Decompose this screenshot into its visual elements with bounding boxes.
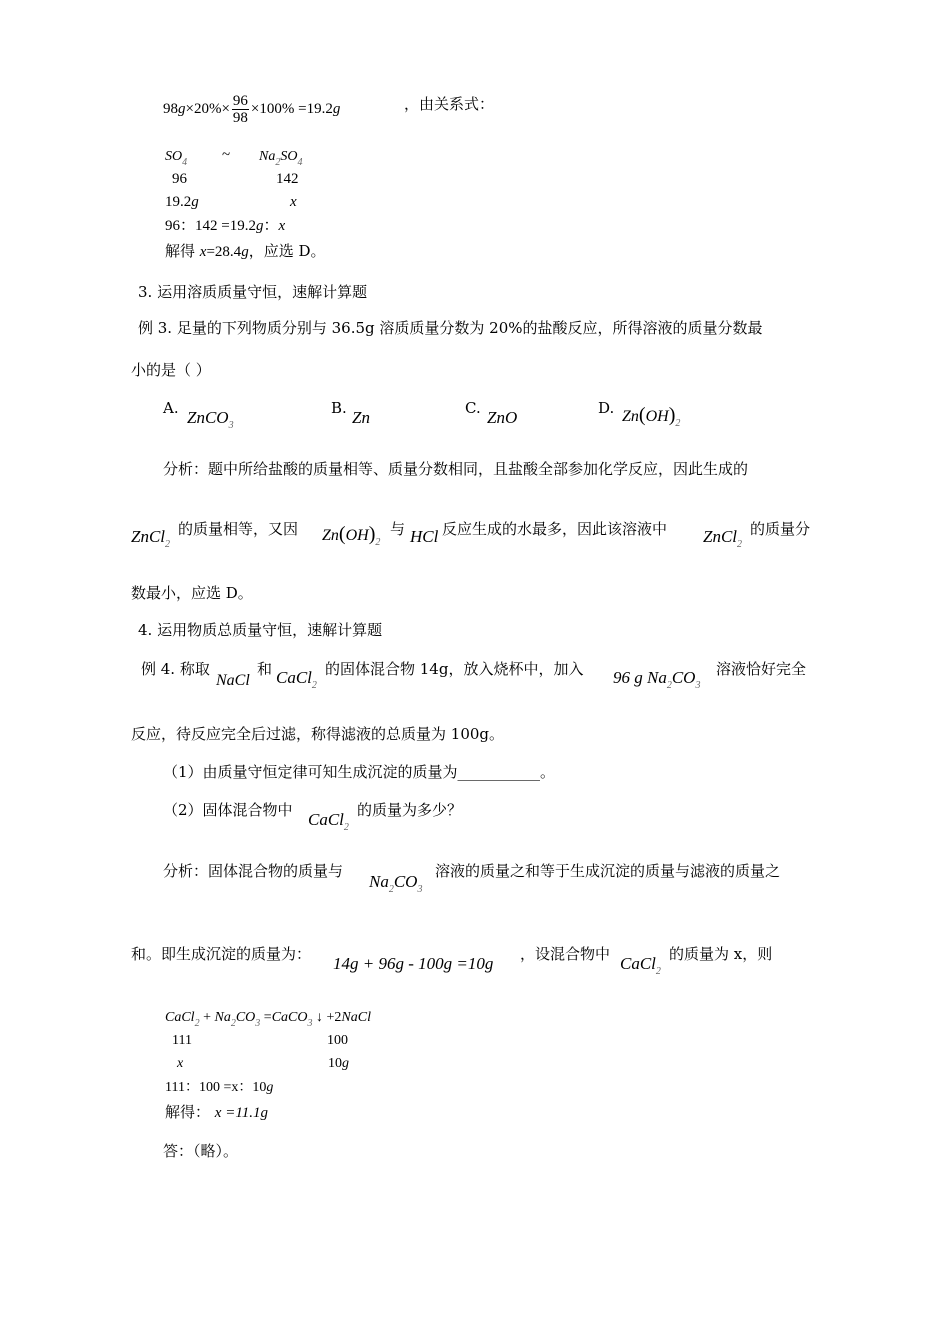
example4-b: 和 <box>257 660 273 678</box>
reaction-100: 100 <box>327 1033 348 1048</box>
answer-line: 答：（略）。 <box>163 1142 239 1160</box>
option-a-formula: ZnCO$_3$ <box>187 408 234 431</box>
hcl-formula: HCl <box>410 527 439 546</box>
analysis3-l2-c: 反应生成的水最多，因此该溶液中 <box>442 520 668 538</box>
reaction-10g: 10g <box>328 1056 349 1071</box>
solve-line-4: 解得： x =11.1g <box>165 1103 268 1121</box>
analysis3-l2-d: 的质量分 <box>750 520 811 538</box>
analysis3-line3: 数最小，应选 D。 <box>131 584 253 602</box>
option-b-formula: Zn <box>352 408 370 427</box>
section4-heading: 4. 运用物质总质量守恒，速解计算题 <box>138 621 383 639</box>
reaction-x: x <box>177 1056 184 1071</box>
reaction-equation: CaCl$_2$ + $Na_2CO_3$ =CaCO$_3$ ↓ +2NaCl <box>165 1010 371 1029</box>
example4-d: 溶液恰好完全 <box>716 660 807 678</box>
analysis4-line2-b: ，设混合物中 <box>520 945 611 963</box>
reaction-111: 111 <box>172 1033 192 1048</box>
relation-so4: $SO_4$ <box>165 149 188 168</box>
analysis3-line1: 分析：题中所给盐酸的质量相等、质量分数相同，且盐酸全部参加化学反应，因此生成的 <box>163 460 749 478</box>
ratio-equation: 96：142 =19.2g：x <box>165 218 286 234</box>
example4-line2: 反应，待反应完全后过滤，称得滤液的总质量为 100g。 <box>131 725 505 743</box>
example3-line2: 小的是（ ） <box>131 361 211 379</box>
mass-equation: 14g + 96g - 100g =10g <box>333 954 494 973</box>
relation-na2so4: $Na_2SO_4$ <box>259 149 303 168</box>
na2co3-formula: $Na_2CO_3$ <box>369 872 423 895</box>
question-1: （1）由质量守恒定律可知生成沉淀的质量为___________。 <box>163 763 556 781</box>
solve-line: 解得 x=28.4g，应选 D。 <box>165 242 326 260</box>
znoh2-formula: $Zn(OH)_2$ <box>322 523 381 548</box>
relation-19-2g: 19.2g <box>165 194 199 210</box>
ratio-line-4: 111：100 =x：10g <box>165 1080 274 1095</box>
example3-line1: 例 3. 足量的下列物质分别与 36.5g 溶质质量分数为 20%的盐酸反应，所得溶液的质量分数最 <box>138 319 763 337</box>
option-c-formula: ZnO <box>487 408 518 427</box>
question-2-b: 的质量为多少？ <box>357 801 463 819</box>
analysis3-l2-b: 与 <box>390 520 406 538</box>
nacl-formula: NaCl <box>216 672 250 689</box>
analysis4-b: 溶液的质量之和等于生成沉淀的质量与滤液的质量之 <box>435 862 781 880</box>
relation-96: 96 <box>172 171 187 187</box>
relation-x: x <box>290 194 297 210</box>
cacl2-formula-3: CaCl$_2$ <box>620 954 661 977</box>
na2co3-mass: 96 g $Na_2CO_3$ <box>613 668 701 691</box>
section3-heading: 3. 运用溶质质量守恒，速解计算题 <box>138 283 368 301</box>
cacl2-formula-2: CaCl$_2$ <box>308 810 349 833</box>
analysis4-line2-a: 和。即生成沉淀的质量为： <box>131 945 312 963</box>
option-d-label: D. <box>598 399 615 417</box>
option-c-label: C. <box>465 399 481 417</box>
relation-142: 142 <box>276 171 299 187</box>
option-b-label: B. <box>331 399 347 417</box>
question-2-a: （2）固体混合物中 <box>163 801 293 819</box>
example4-a: 例 4. 称取 <box>141 660 210 678</box>
zncl2-formula-2: ZnCl$_2$ <box>703 527 743 550</box>
cacl2-formula-1: CaCl$_2$ <box>276 668 317 691</box>
option-a-label: A. <box>163 399 179 417</box>
equation-mass-so4: 98g×20%× $\frac{96}{98}$ ×100% =19.2g <box>163 93 341 126</box>
example4-c: 的固体混合物 14g，放入烧杯中，加入 <box>325 660 584 678</box>
relation-tilde: ~ <box>222 147 231 163</box>
analysis3-l2-a: 的质量相等，又因 <box>178 520 299 538</box>
equation-tail-text: ，由关系式： <box>404 95 495 113</box>
analysis4-line2-c: 的质量为 x，则 <box>669 945 773 963</box>
analysis4-a: 分析：固体混合物的质量与 <box>163 862 344 880</box>
zncl2-formula-1: ZnCl$_2$ <box>131 527 171 550</box>
option-d-formula: $Zn(OH)_2$ <box>622 404 681 429</box>
